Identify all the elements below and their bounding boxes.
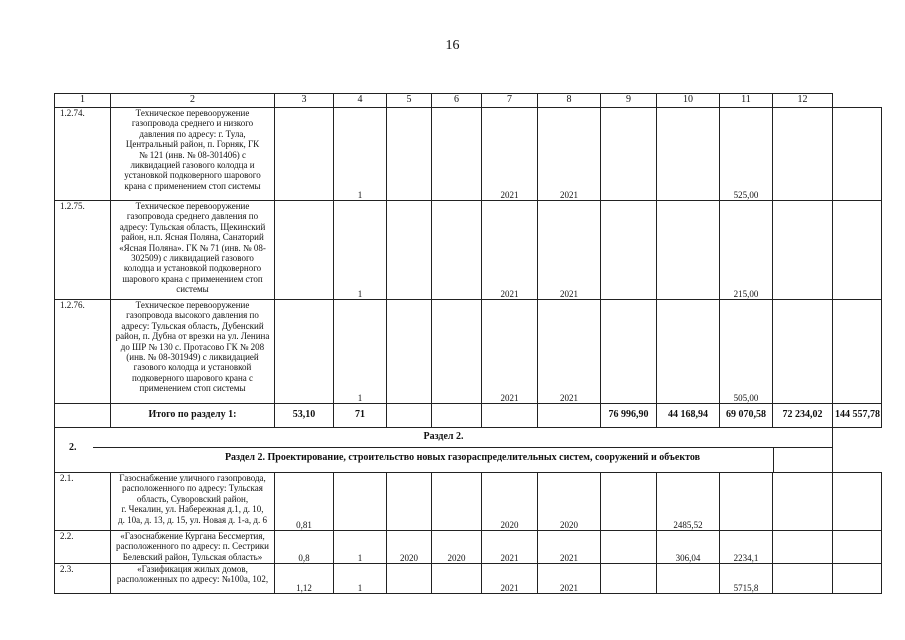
description-line: газового колодца и установкой bbox=[133, 362, 252, 373]
section-heading-row bbox=[55, 428, 882, 473]
description-line: «Газификация жилых домов, bbox=[137, 564, 248, 574]
page-number: 16 bbox=[445, 38, 460, 53]
row-description bbox=[111, 300, 275, 404]
row-cell: 2021 bbox=[482, 108, 538, 201]
column-header: 1 bbox=[55, 94, 111, 108]
row-cell bbox=[773, 531, 833, 564]
total-cell: 69 070,58 bbox=[720, 404, 773, 428]
row-cell: 2021 bbox=[538, 108, 601, 201]
row-cell bbox=[601, 201, 657, 300]
row-cell: 2020 bbox=[482, 473, 538, 531]
description-line: расположенного по адресу: п. Сестрики bbox=[116, 541, 269, 552]
section-column-divider bbox=[773, 447, 774, 472]
row-cell bbox=[432, 300, 482, 404]
column-header: 6 bbox=[432, 94, 482, 108]
row-cell: 1 bbox=[334, 201, 387, 300]
row-cell: 2020 bbox=[387, 531, 432, 564]
row-cell bbox=[432, 201, 482, 300]
row-cell: 0,81 bbox=[275, 473, 334, 531]
total-cell: 144 557,78 bbox=[833, 404, 882, 428]
description-line: установкой подковерного шарового bbox=[124, 170, 261, 181]
row-cell bbox=[773, 564, 833, 594]
row-cell bbox=[657, 300, 720, 404]
column-header: 9 bbox=[601, 94, 657, 108]
description-line: Техническое перевооружение bbox=[135, 300, 250, 310]
row-cell: 2021 bbox=[482, 300, 538, 404]
row-cell bbox=[334, 473, 387, 531]
row-cell: 2021 bbox=[538, 201, 601, 300]
description-line: расположенного по адресу: Тульская bbox=[122, 483, 263, 494]
table-row bbox=[55, 108, 882, 201]
row-cell: 525,00 bbox=[720, 108, 773, 201]
column-header: 3 bbox=[275, 94, 334, 108]
row-cell: 1 bbox=[334, 300, 387, 404]
total-label: Итого по разделу 1: bbox=[111, 404, 275, 428]
description-line: подковерного шарового крана с bbox=[131, 372, 254, 383]
row-cell: 2020 bbox=[538, 473, 601, 531]
row-cell bbox=[773, 108, 833, 201]
row-cell: 1 bbox=[334, 564, 387, 594]
row-cell bbox=[601, 300, 657, 404]
description-line: Центральный район, п. Горняк, ГК bbox=[125, 139, 260, 150]
description-line: Газоснабжение уличного газопровода, bbox=[119, 473, 266, 483]
total-cell bbox=[432, 404, 482, 428]
row-description bbox=[111, 531, 275, 564]
total-cell bbox=[482, 404, 538, 428]
row-cell: 2020 bbox=[432, 531, 482, 564]
row-cell bbox=[833, 108, 882, 201]
row-cell bbox=[601, 531, 657, 564]
column-header: 2 bbox=[111, 94, 275, 108]
row-cell: 2234,1 bbox=[720, 531, 773, 564]
row-cell bbox=[387, 564, 432, 594]
section-subtitle: Раздел 2. Проектирование, строительство новых газораспределительных систем, сооружений и объектов bbox=[224, 452, 701, 463]
description-line: адресу: Тульская область, Дубенский bbox=[121, 320, 264, 331]
table-row bbox=[55, 300, 882, 404]
description-line: «Ясная Поляна». ГК № 71 (инв. № 08- bbox=[119, 242, 266, 253]
section-heading-inner bbox=[55, 428, 832, 472]
description-line: применением стоп системы bbox=[139, 383, 246, 394]
total-cell bbox=[387, 404, 432, 428]
table-row bbox=[55, 201, 882, 300]
row-cell: 2021 bbox=[538, 300, 601, 404]
description-line: «Газоснабжение Кургана Бессмертия, bbox=[120, 531, 265, 541]
description-line: Белевский район, Тульская область» bbox=[122, 551, 263, 562]
row-description bbox=[111, 108, 275, 201]
total-cell: 44 168,94 bbox=[657, 404, 720, 428]
row-cell bbox=[833, 531, 882, 564]
column-header: 10 bbox=[657, 94, 720, 108]
row-number: 1.2.75. bbox=[55, 201, 111, 300]
row-description bbox=[111, 473, 275, 531]
row-cell: 5715,8 bbox=[720, 564, 773, 594]
description-line: ликвидацией газового колодца и bbox=[130, 160, 255, 171]
description-line: расположенных по адресу: №100а, 102, bbox=[116, 574, 269, 585]
total-cell bbox=[538, 404, 601, 428]
description-line: до ШР № 130 с. Протасово ГК № 208 bbox=[120, 341, 265, 352]
row-cell: 1 bbox=[334, 108, 387, 201]
column-header: 4 bbox=[334, 94, 387, 108]
description-line: системы bbox=[176, 284, 209, 295]
column-header: 7 bbox=[482, 94, 538, 108]
row-number: 1.2.76. bbox=[55, 300, 111, 404]
row-cell bbox=[720, 473, 773, 531]
row-cell bbox=[601, 564, 657, 594]
table-row bbox=[55, 531, 882, 564]
total-cell: 71 bbox=[334, 404, 387, 428]
description-line: давления по адресу: г. Тула, bbox=[139, 128, 246, 139]
column-header: 8 bbox=[538, 94, 601, 108]
description-line: адресу: Тульская область, Щекинский bbox=[119, 221, 266, 232]
section-title: Раздел 2. bbox=[423, 431, 464, 442]
row-number: 2.1. bbox=[55, 473, 111, 531]
section-heading bbox=[55, 428, 833, 473]
row-cell bbox=[833, 300, 882, 404]
column-header: 12 bbox=[773, 94, 833, 108]
row-cell: 2021 bbox=[482, 531, 538, 564]
section-number: 2. bbox=[69, 442, 77, 453]
row-cell: 2485,52 bbox=[657, 473, 720, 531]
row-cell bbox=[657, 564, 720, 594]
description-line: г. Чекалин, ул. Набережная д.1, д. 10, bbox=[121, 504, 264, 515]
description-line: № 121 (инв. № 08-301406) с bbox=[138, 149, 247, 160]
row-cell bbox=[432, 108, 482, 201]
row-cell bbox=[773, 201, 833, 300]
row-cell bbox=[657, 201, 720, 300]
row-cell bbox=[275, 108, 334, 201]
row-cell bbox=[601, 473, 657, 531]
row-number: 1.2.74. bbox=[55, 108, 111, 201]
data-table-container bbox=[54, 93, 882, 640]
description-line: газопровода среднего давления по bbox=[126, 211, 259, 222]
description-line: шарового крана с применением стоп bbox=[122, 273, 263, 284]
description-line: 302509) с ликвидацией газового bbox=[131, 253, 254, 264]
row-cell: 1,12 bbox=[275, 564, 334, 594]
total-cell: 53,10 bbox=[275, 404, 334, 428]
row-cell: 2021 bbox=[482, 201, 538, 300]
row-cell: 2021 bbox=[538, 531, 601, 564]
row-number: 2.3. bbox=[55, 564, 111, 594]
table-header-row bbox=[55, 94, 882, 108]
row-cell bbox=[432, 473, 482, 531]
row-cell: 306,04 bbox=[657, 531, 720, 564]
description-line: область, Суворовский район, bbox=[136, 493, 249, 504]
column-header: 5 bbox=[387, 94, 432, 108]
column-header: 11 bbox=[720, 94, 773, 108]
description-line: Техническое перевооружение bbox=[135, 108, 250, 118]
section-divider-line bbox=[93, 447, 832, 448]
row-cell: 2021 bbox=[482, 564, 538, 594]
row-cell bbox=[833, 201, 882, 300]
row-description bbox=[111, 564, 275, 594]
description-line: д. 10а, д. 13, д. 15, ул. Новая д. 1-а, д. 6 bbox=[118, 514, 267, 525]
row-cell: 505,00 bbox=[720, 300, 773, 404]
data-table bbox=[54, 93, 882, 594]
row-number: 2.2. bbox=[55, 531, 111, 564]
description-line: крана с применением стоп системы bbox=[124, 180, 261, 191]
row-cell bbox=[833, 473, 882, 531]
description-line: район, п. Дубна от врезки на ул. Ленина bbox=[115, 331, 270, 342]
description-line: газопровода высокого давления по bbox=[126, 310, 259, 321]
table-row bbox=[55, 564, 882, 594]
section-total-row bbox=[55, 404, 882, 428]
table-row bbox=[55, 473, 882, 531]
row-description bbox=[111, 201, 275, 300]
row-cell bbox=[432, 564, 482, 594]
row-cell bbox=[387, 201, 432, 300]
description-line: газопровода среднего и низкого bbox=[131, 118, 254, 129]
row-cell bbox=[275, 201, 334, 300]
description-line: Техническое перевооружение bbox=[135, 201, 250, 211]
row-cell bbox=[387, 108, 432, 201]
row-cell bbox=[773, 300, 833, 404]
row-cell bbox=[387, 473, 432, 531]
row-cell: 0,8 bbox=[275, 531, 334, 564]
total-cell: 72 234,02 bbox=[773, 404, 833, 428]
total-spacer bbox=[55, 404, 111, 428]
row-cell: 2021 bbox=[538, 564, 601, 594]
description-line: район, н.п. Ясная Поляна, Санаторий bbox=[121, 232, 264, 243]
row-cell bbox=[601, 108, 657, 201]
row-cell: 215,00 bbox=[720, 201, 773, 300]
description-line: (инв. № 08-301949) с ликвидацией bbox=[126, 352, 259, 363]
row-cell bbox=[275, 300, 334, 404]
row-cell: 1 bbox=[334, 531, 387, 564]
total-cell: 76 996,90 bbox=[601, 404, 657, 428]
row-cell bbox=[657, 108, 720, 201]
description-line: колодца и установкой подковерного bbox=[123, 263, 262, 274]
row-cell bbox=[773, 473, 833, 531]
row-cell bbox=[387, 300, 432, 404]
row-cell bbox=[833, 564, 882, 594]
